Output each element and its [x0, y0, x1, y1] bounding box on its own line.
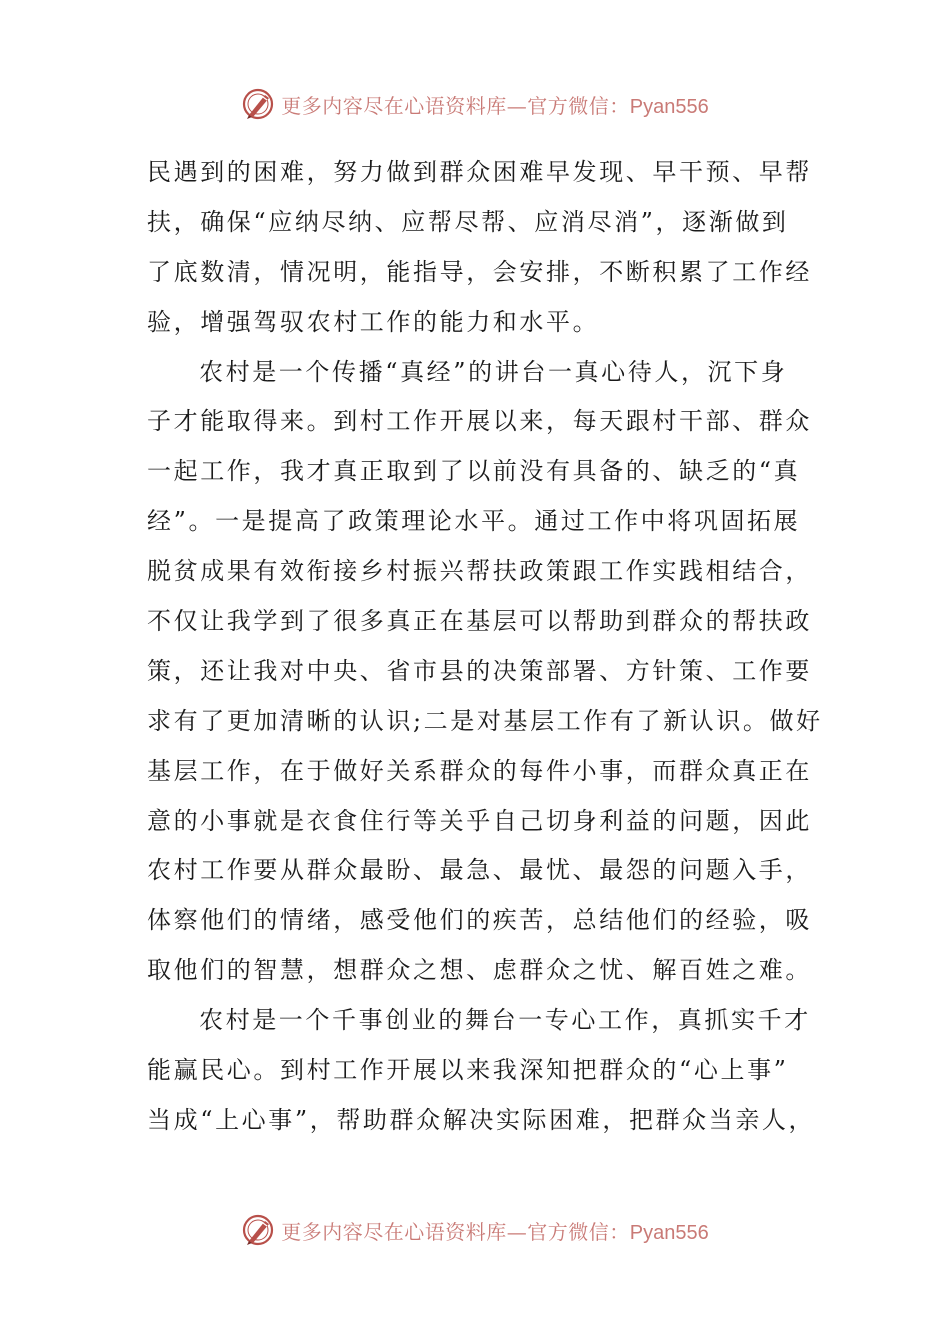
- text-line: 意的小事就是衣食住行等关乎自己切身利益的问题，因此: [147, 806, 812, 835]
- header-library-name: 更多内容尽在心语资料库: [281, 93, 507, 118]
- paragraph-start-line: 农村是一个传播“真经”的讲台一真心待人，沉下身: [199, 357, 788, 386]
- header-banner: [0, 84, 950, 124]
- footer-wechat-id: Pyan556: [629, 1221, 709, 1244]
- footer-banner-content: [241, 1213, 708, 1247]
- header-banner-content: [241, 87, 708, 121]
- footer-separator: —: [506, 1219, 528, 1244]
- text-line: 当成“上心事”，帮助群众解决实际困难，把群众当亲人，: [147, 1105, 816, 1134]
- footer-wechat-label: 官方微信：: [527, 1219, 630, 1244]
- footer-banner-text: [281, 1216, 708, 1245]
- text-line: 经”。一是提高了政策理论水平。通过工作中将巩固拓展: [147, 507, 801, 536]
- text-line: 不仅让我学到了很多真正在基层可以帮助到群众的帮扶政: [147, 607, 812, 636]
- text-line: 了底数清，情况明，能指导，会安排，不断积累了工作经: [147, 257, 812, 286]
- header-wechat-label: 官方微信：: [527, 93, 630, 118]
- text-line: 策，还让我对中央、省市县的决策部署、方针策、工作要: [147, 656, 812, 685]
- text-line: 基层工作，在于做好关系群众的每件小事，而群众真正在: [147, 756, 812, 785]
- footer-library-name: 更多内容尽在心语资料库: [281, 1219, 507, 1244]
- text-line: 农村工作要从群众最盼、最急、最忧、最怨的问题入手，: [147, 856, 812, 885]
- text-line: 能赢民心。到村工作开展以来我深知把群众的“心上事”: [147, 1056, 789, 1085]
- text-line: 扶，确保“应纳尽纳、应帮尽帮、应消尽消”，逐渐做到: [147, 207, 789, 236]
- header-banner-text: [281, 90, 708, 119]
- text-line: 取他们的智慧，想群众之想、虑群众之忧、解百姓之难。: [147, 956, 812, 985]
- text-line: 体察他们的情绪，感受他们的疾苦，总结他们的经验，吸: [147, 906, 812, 935]
- text-line: 子才能取得来。到村工作开展以来，每天跟村干部、群众: [147, 407, 812, 436]
- text-line: 验，增强驾驭农村工作的能力和水平。: [147, 307, 600, 336]
- text-line: 求有了更加清晰的认识;二是对基层工作有了新认识。做好: [147, 706, 823, 735]
- footer-banner: [0, 1210, 950, 1250]
- paragraph-start-line: 农村是一个千事创业的舞台一专心工作，真抓实千才: [199, 1006, 811, 1035]
- pen-logo-icon: [241, 87, 275, 121]
- header-separator: —: [506, 93, 528, 118]
- header-wechat-id: Pyan556: [629, 95, 709, 118]
- document-body: [147, 148, 823, 1146]
- text-line: 一起工作，我才真正取到了以前没有具备的、缺乏的“真: [147, 457, 801, 486]
- text-line: 民遇到的困难，努力做到群众困难早发现、早干预、早帮: [147, 158, 812, 186]
- text-line: 脱贫成果有效衔接乡村振兴帮扶政策跟工作实践相结合，: [147, 557, 812, 586]
- pen-logo-icon: [241, 1213, 275, 1247]
